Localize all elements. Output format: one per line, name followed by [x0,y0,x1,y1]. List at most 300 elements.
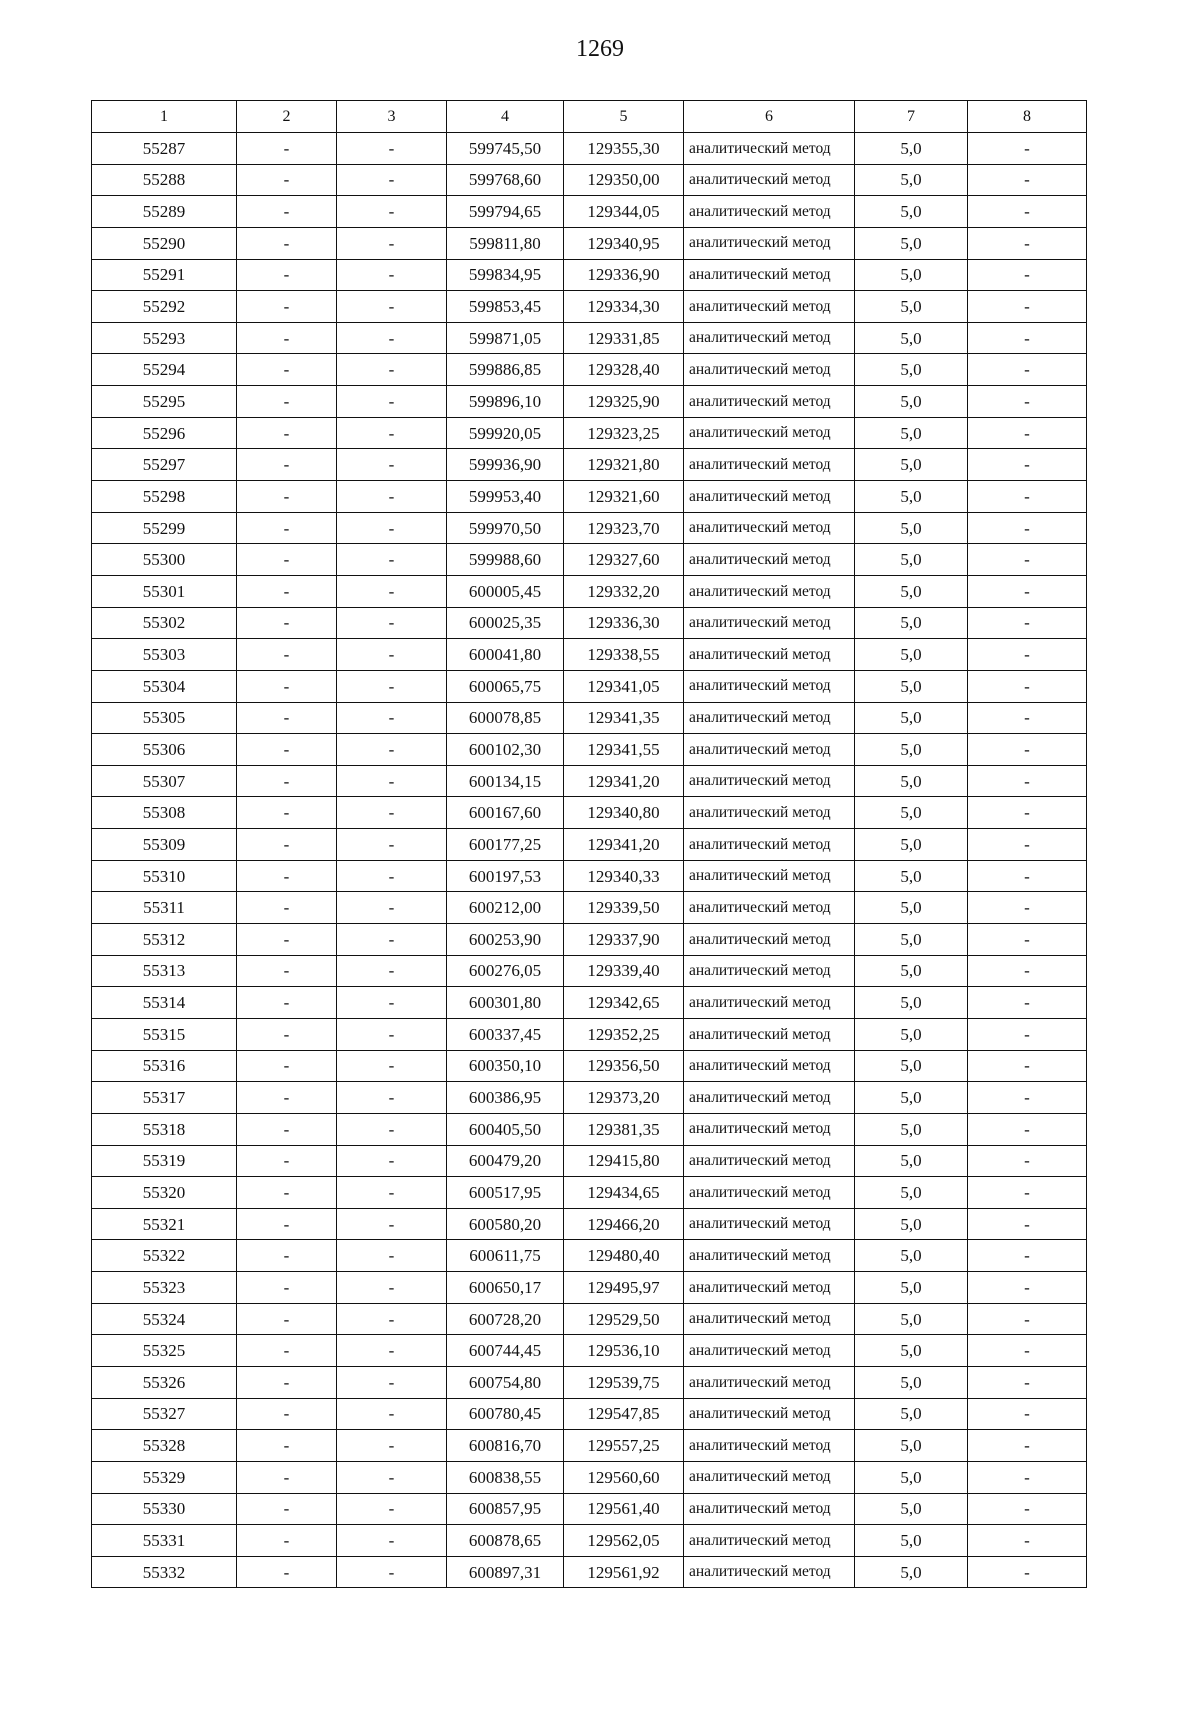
col3-cell: - [337,765,447,797]
table-row [92,227,1087,259]
method-cell: аналитический метод [684,1366,855,1398]
col3-cell: - [337,1082,447,1114]
col2-cell: - [237,924,337,956]
col8-cell: - [968,386,1087,418]
y-coordinate-cell: 129323,25 [564,417,684,449]
col8-cell: - [968,1461,1087,1493]
table-row [92,1493,1087,1525]
point-number-cell: 55289 [92,196,237,228]
y-coordinate-cell: 129342,65 [564,987,684,1019]
col3-cell: - [337,417,447,449]
table-row [92,765,1087,797]
col8-cell: - [968,1082,1087,1114]
col8-cell: - [968,354,1087,386]
table-row [92,386,1087,418]
method-cell: аналитический метод [684,892,855,924]
col3-cell: - [337,291,447,323]
method-cell: аналитический метод [684,1145,855,1177]
point-number-cell: 55291 [92,259,237,291]
col3-cell: - [337,1240,447,1272]
col8-cell: - [968,227,1087,259]
x-coordinate-cell: 600580,20 [447,1208,564,1240]
x-coordinate-cell: 600337,45 [447,1018,564,1050]
col2-cell: - [237,196,337,228]
x-coordinate-cell: 600838,55 [447,1461,564,1493]
col2-cell: - [237,860,337,892]
col2-cell: - [237,607,337,639]
accuracy-cell: 5,0 [855,955,968,987]
col2-cell: - [237,575,337,607]
method-cell: аналитический метод [684,1335,855,1367]
col8-cell: - [968,259,1087,291]
x-coordinate-cell: 600857,95 [447,1493,564,1525]
x-coordinate-cell: 600611,75 [447,1240,564,1272]
col2-cell: - [237,259,337,291]
accuracy-cell: 5,0 [855,607,968,639]
y-coordinate-cell: 129352,25 [564,1018,684,1050]
col2-cell: - [237,386,337,418]
accuracy-cell: 5,0 [855,1145,968,1177]
method-cell: аналитический метод [684,1493,855,1525]
point-number-cell: 55297 [92,449,237,481]
point-number-cell: 55296 [92,417,237,449]
point-number-cell: 55298 [92,481,237,513]
y-coordinate-cell: 129328,40 [564,354,684,386]
col2-cell: - [237,1303,337,1335]
col2-cell: - [237,449,337,481]
accuracy-cell: 5,0 [855,291,968,323]
point-number-cell: 55312 [92,924,237,956]
col2-cell: - [237,544,337,576]
method-cell: аналитический метод [684,1050,855,1082]
method-cell: аналитический метод [684,164,855,196]
method-cell: аналитический метод [684,196,855,228]
x-coordinate-cell: 600728,20 [447,1303,564,1335]
column-header: 1 [92,101,237,133]
col2-cell: - [237,702,337,734]
method-cell: аналитический метод [684,829,855,861]
point-number-cell: 55314 [92,987,237,1019]
col2-cell: - [237,1461,337,1493]
accuracy-cell: 5,0 [855,1177,968,1209]
col2-cell: - [237,1493,337,1525]
y-coordinate-cell: 129331,85 [564,322,684,354]
col3-cell: - [337,1556,447,1588]
col2-cell: - [237,987,337,1019]
y-coordinate-cell: 129495,97 [564,1272,684,1304]
y-coordinate-cell: 129334,30 [564,291,684,323]
point-number-cell: 55288 [92,164,237,196]
point-number-cell: 55331 [92,1525,237,1557]
table-row [92,1556,1087,1588]
point-number-cell: 55325 [92,1335,237,1367]
accuracy-cell: 5,0 [855,354,968,386]
point-number-cell: 55329 [92,1461,237,1493]
col8-cell: - [968,291,1087,323]
method-cell: аналитический метод [684,417,855,449]
table-row [92,607,1087,639]
x-coordinate-cell: 599768,60 [447,164,564,196]
point-number-cell: 55315 [92,1018,237,1050]
coordinates-table [91,100,1087,1588]
accuracy-cell: 5,0 [855,860,968,892]
col3-cell: - [337,544,447,576]
y-coordinate-cell: 129321,60 [564,481,684,513]
x-coordinate-cell: 599834,95 [447,259,564,291]
col3-cell: - [337,1525,447,1557]
point-number-cell: 55330 [92,1493,237,1525]
accuracy-cell: 5,0 [855,797,968,829]
col8-cell: - [968,164,1087,196]
table-row [92,354,1087,386]
col3-cell: - [337,702,447,734]
y-coordinate-cell: 129560,60 [564,1461,684,1493]
col2-cell: - [237,955,337,987]
point-number-cell: 55316 [92,1050,237,1082]
method-cell: аналитический метод [684,702,855,734]
table-row [92,544,1087,576]
y-coordinate-cell: 129350,00 [564,164,684,196]
col3-cell: - [337,259,447,291]
point-number-cell: 55328 [92,1430,237,1462]
accuracy-cell: 5,0 [855,1018,968,1050]
x-coordinate-cell: 600041,80 [447,639,564,671]
col8-cell: - [968,829,1087,861]
y-coordinate-cell: 129336,90 [564,259,684,291]
point-number-cell: 55327 [92,1398,237,1430]
point-number-cell: 55319 [92,1145,237,1177]
col3-cell: - [337,987,447,1019]
col3-cell: - [337,924,447,956]
col8-cell: - [968,1335,1087,1367]
accuracy-cell: 5,0 [855,987,968,1019]
point-number-cell: 55322 [92,1240,237,1272]
table-row [92,1430,1087,1462]
x-coordinate-cell: 600005,45 [447,575,564,607]
table-row [92,196,1087,228]
method-cell: аналитический метод [684,133,855,165]
point-number-cell: 55305 [92,702,237,734]
y-coordinate-cell: 129355,30 [564,133,684,165]
accuracy-cell: 5,0 [855,1525,968,1557]
accuracy-cell: 5,0 [855,417,968,449]
table-row [92,291,1087,323]
x-coordinate-cell: 600177,25 [447,829,564,861]
col8-cell: - [968,1208,1087,1240]
accuracy-cell: 5,0 [855,892,968,924]
point-number-cell: 55293 [92,322,237,354]
x-coordinate-cell: 599745,50 [447,133,564,165]
method-cell: аналитический метод [684,575,855,607]
table-row [92,955,1087,987]
method-cell: аналитический метод [684,1113,855,1145]
table-row [92,1018,1087,1050]
accuracy-cell: 5,0 [855,449,968,481]
accuracy-cell: 5,0 [855,544,968,576]
col8-cell: - [968,1366,1087,1398]
point-number-cell: 55332 [92,1556,237,1588]
col8-cell: - [968,670,1087,702]
col2-cell: - [237,1208,337,1240]
table-body [92,133,1087,1588]
method-cell: аналитический метод [684,987,855,1019]
method-cell: аналитический метод [684,765,855,797]
col2-cell: - [237,797,337,829]
method-cell: аналитический метод [684,291,855,323]
y-coordinate-cell: 129381,35 [564,1113,684,1145]
method-cell: аналитический метод [684,449,855,481]
y-coordinate-cell: 129341,35 [564,702,684,734]
point-number-cell: 55308 [92,797,237,829]
col3-cell: - [337,1461,447,1493]
col3-cell: - [337,354,447,386]
table-row [92,924,1087,956]
accuracy-cell: 5,0 [855,259,968,291]
method-cell: аналитический метод [684,924,855,956]
col2-cell: - [237,1177,337,1209]
table-row [92,1177,1087,1209]
col2-cell: - [237,481,337,513]
x-coordinate-cell: 600065,75 [447,670,564,702]
col3-cell: - [337,892,447,924]
accuracy-cell: 5,0 [855,196,968,228]
coordinates-table-container [91,100,1086,1588]
col2-cell: - [237,1050,337,1082]
col2-cell: - [237,1113,337,1145]
method-cell: аналитический метод [684,734,855,766]
col2-cell: - [237,1082,337,1114]
x-coordinate-cell: 600780,45 [447,1398,564,1430]
point-number-cell: 55324 [92,1303,237,1335]
col8-cell: - [968,1525,1087,1557]
accuracy-cell: 5,0 [855,1113,968,1145]
table-row [92,1272,1087,1304]
method-cell: аналитический метод [684,544,855,576]
col2-cell: - [237,417,337,449]
accuracy-cell: 5,0 [855,322,968,354]
y-coordinate-cell: 129336,30 [564,607,684,639]
y-coordinate-cell: 129325,90 [564,386,684,418]
col8-cell: - [968,1050,1087,1082]
method-cell: аналитический метод [684,670,855,702]
accuracy-cell: 5,0 [855,481,968,513]
x-coordinate-cell: 600025,35 [447,607,564,639]
accuracy-cell: 5,0 [855,734,968,766]
method-cell: аналитический метод [684,1082,855,1114]
col8-cell: - [968,1018,1087,1050]
method-cell: аналитический метод [684,1240,855,1272]
y-coordinate-cell: 129332,20 [564,575,684,607]
col8-cell: - [968,1493,1087,1525]
point-number-cell: 55290 [92,227,237,259]
x-coordinate-cell: 600102,30 [447,734,564,766]
accuracy-cell: 5,0 [855,1240,968,1272]
table-row [92,481,1087,513]
col3-cell: - [337,1430,447,1462]
column-header: 8 [968,101,1087,133]
y-coordinate-cell: 129547,85 [564,1398,684,1430]
col2-cell: - [237,291,337,323]
point-number-cell: 55311 [92,892,237,924]
x-coordinate-cell: 600878,65 [447,1525,564,1557]
x-coordinate-cell: 599988,60 [447,544,564,576]
method-cell: аналитический метод [684,1556,855,1588]
accuracy-cell: 5,0 [855,575,968,607]
method-cell: аналитический метод [684,1208,855,1240]
point-number-cell: 55320 [92,1177,237,1209]
y-coordinate-cell: 129339,50 [564,892,684,924]
y-coordinate-cell: 129557,25 [564,1430,684,1462]
x-coordinate-cell: 600816,70 [447,1430,564,1462]
method-cell: аналитический метод [684,955,855,987]
x-coordinate-cell: 600350,10 [447,1050,564,1082]
point-number-cell: 55323 [92,1272,237,1304]
table-row [92,797,1087,829]
point-number-cell: 55287 [92,133,237,165]
table-row [92,1050,1087,1082]
col3-cell: - [337,829,447,861]
x-coordinate-cell: 599871,05 [447,322,564,354]
accuracy-cell: 5,0 [855,1272,968,1304]
y-coordinate-cell: 129321,80 [564,449,684,481]
column-header: 5 [564,101,684,133]
method-cell: аналитический метод [684,259,855,291]
col3-cell: - [337,164,447,196]
y-coordinate-cell: 129561,40 [564,1493,684,1525]
accuracy-cell: 5,0 [855,1050,968,1082]
col8-cell: - [968,1430,1087,1462]
table-row [92,829,1087,861]
y-coordinate-cell: 129344,05 [564,196,684,228]
table-row [92,734,1087,766]
table-row [92,512,1087,544]
col8-cell: - [968,1145,1087,1177]
col3-cell: - [337,1398,447,1430]
table-row [92,1525,1087,1557]
method-cell: аналитический метод [684,1272,855,1304]
accuracy-cell: 5,0 [855,164,968,196]
table-row [92,1082,1087,1114]
x-coordinate-cell: 600650,17 [447,1272,564,1304]
method-cell: аналитический метод [684,860,855,892]
col8-cell: - [968,1177,1087,1209]
table-row [92,892,1087,924]
col3-cell: - [337,670,447,702]
y-coordinate-cell: 129536,10 [564,1335,684,1367]
col3-cell: - [337,512,447,544]
col8-cell: - [968,512,1087,544]
table-row [92,1398,1087,1430]
x-coordinate-cell: 599936,90 [447,449,564,481]
x-coordinate-cell: 600078,85 [447,702,564,734]
col2-cell: - [237,892,337,924]
x-coordinate-cell: 600167,60 [447,797,564,829]
method-cell: аналитический метод [684,322,855,354]
x-coordinate-cell: 600386,95 [447,1082,564,1114]
y-coordinate-cell: 129415,80 [564,1145,684,1177]
method-cell: аналитический метод [684,607,855,639]
col8-cell: - [968,196,1087,228]
table-row [92,1461,1087,1493]
col3-cell: - [337,1493,447,1525]
table-row [92,1335,1087,1367]
method-cell: аналитический метод [684,797,855,829]
point-number-cell: 55317 [92,1082,237,1114]
col3-cell: - [337,322,447,354]
y-coordinate-cell: 129561,92 [564,1556,684,1588]
method-cell: аналитический метод [684,1525,855,1557]
point-number-cell: 55303 [92,639,237,671]
y-coordinate-cell: 129323,70 [564,512,684,544]
col8-cell: - [968,1240,1087,1272]
point-number-cell: 55302 [92,607,237,639]
table-row [92,1240,1087,1272]
col2-cell: - [237,765,337,797]
col8-cell: - [968,860,1087,892]
table-row [92,575,1087,607]
col8-cell: - [968,575,1087,607]
col3-cell: - [337,1272,447,1304]
x-coordinate-cell: 599953,40 [447,481,564,513]
accuracy-cell: 5,0 [855,1493,968,1525]
col8-cell: - [968,1303,1087,1335]
col2-cell: - [237,1018,337,1050]
col8-cell: - [968,734,1087,766]
col3-cell: - [337,797,447,829]
accuracy-cell: 5,0 [855,765,968,797]
col3-cell: - [337,734,447,766]
point-number-cell: 55313 [92,955,237,987]
x-coordinate-cell: 600897,31 [447,1556,564,1588]
col8-cell: - [968,1272,1087,1304]
y-coordinate-cell: 129529,50 [564,1303,684,1335]
col3-cell: - [337,1145,447,1177]
accuracy-cell: 5,0 [855,639,968,671]
col3-cell: - [337,1366,447,1398]
col2-cell: - [237,1145,337,1177]
x-coordinate-cell: 600479,20 [447,1145,564,1177]
col3-cell: - [337,575,447,607]
col3-cell: - [337,639,447,671]
method-cell: аналитический метод [684,227,855,259]
method-cell: аналитический метод [684,386,855,418]
x-coordinate-cell: 599886,85 [447,354,564,386]
table-row [92,322,1087,354]
col3-cell: - [337,1018,447,1050]
table-header [92,101,1087,133]
y-coordinate-cell: 129341,20 [564,765,684,797]
accuracy-cell: 5,0 [855,1082,968,1114]
col2-cell: - [237,670,337,702]
x-coordinate-cell: 599896,10 [447,386,564,418]
table-row [92,1303,1087,1335]
x-coordinate-cell: 600744,45 [447,1335,564,1367]
x-coordinate-cell: 599920,05 [447,417,564,449]
col8-cell: - [968,924,1087,956]
point-number-cell: 55295 [92,386,237,418]
point-number-cell: 55300 [92,544,237,576]
y-coordinate-cell: 129341,55 [564,734,684,766]
y-coordinate-cell: 129327,60 [564,544,684,576]
accuracy-cell: 5,0 [855,1398,968,1430]
col3-cell: - [337,1335,447,1367]
y-coordinate-cell: 129337,90 [564,924,684,956]
col2-cell: - [237,322,337,354]
col8-cell: - [968,639,1087,671]
col2-cell: - [237,1556,337,1588]
point-number-cell: 55321 [92,1208,237,1240]
col2-cell: - [237,227,337,259]
